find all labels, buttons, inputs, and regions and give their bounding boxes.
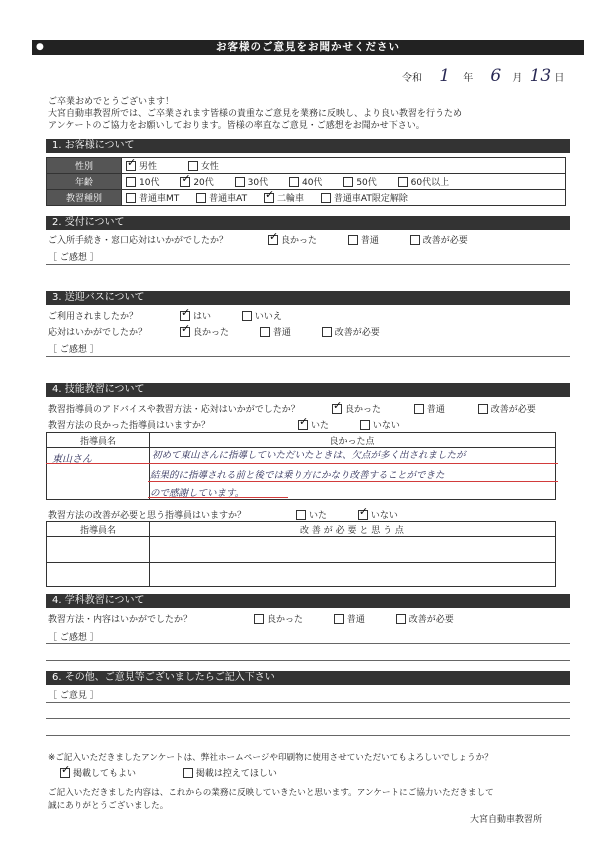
s4-q3-yes-checkbox[interactable] [296,510,306,520]
s2-improve-checkbox[interactable] [410,235,420,245]
option-label: 普通 [346,615,365,625]
s6-line-2 [46,718,570,719]
s4-good-checkbox[interactable] [332,404,342,414]
date-era: 令和 [402,73,422,84]
age-label: 年齢 [47,174,122,190]
s5-normal-checkbox[interactable] [334,614,344,624]
red-underline-1 [46,463,558,464]
publish-question: ※ご記入いただきましたアンケートは、弊社ホームページや印刷物に使用させていただいてもよろしいでしょうか？ [48,753,493,763]
s5-comment-line-2 [46,660,570,661]
intro-line-3: アンケートのご協力をお願いしております。皆様の率直なご意見・ご感想をお聞かせ下さい。 [48,121,425,131]
s2-comment-label: ［ ご感想 ］ [48,253,99,263]
option-label: 二輪車 [276,194,304,204]
date-year: 1 [439,66,451,86]
s3-yes-checkbox[interactable] [180,311,190,321]
option-label: いた [311,421,330,431]
improve-instructor-table [46,521,556,587]
s2-question-row [48,233,228,246]
s4-normal-checkbox[interactable] [414,404,424,414]
col-instructor-name: 指導員名 [79,437,116,447]
gender-male-checkbox[interactable] [126,161,136,171]
s5-comment-line-1 [46,643,570,644]
date-day: 13 [529,66,552,86]
option-label: 改善が必要 [422,236,468,246]
option-label: いない [370,511,398,521]
customer-info-table [46,157,566,206]
s4-yes-checkbox[interactable] [298,420,308,430]
section-4-header: 4. 技能教習について [46,383,570,397]
s5-options [254,612,482,625]
s2-question: ご入所手続き・窓口応対はいかがでしたか？ [48,236,229,246]
age-40-checkbox[interactable] [289,177,299,187]
col-improve-points: 改 善 が 必 要 と 思 う 点 [300,526,404,536]
age-options [122,174,566,190]
s5-good-checkbox[interactable] [254,614,264,624]
option-label: いない [372,421,400,431]
type-mt-checkbox[interactable] [126,193,136,203]
title-bar [32,40,584,55]
s3-q1: ご利用されましたか？ [48,312,139,322]
s2-good-checkbox[interactable] [268,235,278,245]
gender-label: 性別 [47,158,122,174]
intro-line-1: ご卒業おめでとうございます！ [48,97,175,107]
option-label: 普通車MT [139,194,180,204]
col-instructor-name-2: 指導員名 [79,526,116,536]
age-50-checkbox[interactable] [343,177,353,187]
option-label: 30代 [247,178,269,188]
publish-options [60,766,305,779]
good-instructor-table [46,432,556,500]
option-label: 普通車AT [209,194,248,204]
s4-improve-checkbox[interactable] [478,404,488,414]
s6-line-3 [46,735,570,736]
option-label: 男性 [139,162,158,172]
option-label: いいえ [254,312,282,322]
section-2-header: 2. 受付について [46,216,570,230]
s2-normal-checkbox[interactable] [348,235,358,245]
publish-ng-checkbox[interactable] [183,768,193,778]
option-label: 良かった [345,405,382,415]
type-motorcycle-checkbox[interactable] [264,193,274,203]
option-label: 良かった [267,615,304,625]
s4-q2: 教習方法の良かった指導員はいますか？ [48,421,211,431]
s6-line-1 [46,702,570,703]
option-label: いた [309,511,328,521]
s3-improve-checkbox[interactable] [322,327,332,337]
option-label: 普通車AT限定解除 [333,194,408,204]
s3-good-checkbox[interactable] [180,327,190,337]
option-label: 改善が必要 [408,615,454,625]
good-point-line-1: 初めて東山さんに指導していただいたときは、欠点が多く出されましたが [152,450,466,461]
s3-comment-line [46,356,570,357]
good-point-line-3: ので感謝しています。 [150,488,245,499]
section-6-header: 6. その他、ご意見等ございましたらご記入下さい [46,671,570,685]
s3-no-checkbox[interactable] [242,311,252,321]
type-at-limit-checkbox[interactable] [321,193,331,203]
improve-row-line [47,562,555,563]
date-month-unit: 月 [512,73,523,84]
publish-ok-checkbox[interactable] [60,768,70,778]
organization-name: 大宮自動車教習所 [470,815,543,825]
s3-q2: 応対はいかがでしたか？ [48,328,148,338]
s5-improve-checkbox[interactable] [396,614,406,624]
s6-comment-label: ［ ご意見 ］ [48,691,99,701]
red-underline-2 [148,481,558,482]
section-5-header: 4. 学科教習について [46,594,570,608]
s4-q3: 教習方法の改善が必要と思う指導員はいますか？ [48,511,247,521]
thanks-line-1: ご記入いただきました内容は、これからの業務に反映していきたいと思います。アンケートにご協力いただきまして [48,788,494,798]
s3-normal-checkbox[interactable] [260,327,270,337]
option-label: 普通 [426,405,445,415]
s2-options [268,233,496,246]
option-label: 20代 [193,178,214,188]
option-label: 10代 [139,178,160,188]
s4-q1-options [332,402,536,415]
col-good-points: 良かった点 [329,437,375,447]
s3-q2-options [180,325,408,338]
date-year-unit: 年 [463,73,474,84]
page-title: お客様のご意見をお聞かせください [216,41,400,53]
date-day-unit: 日 [554,73,565,84]
bullet-icon: ● [36,42,44,52]
type-at-checkbox[interactable] [196,193,206,203]
s3-comment-label: ［ ご感想 ］ [48,345,99,355]
type-options [122,190,566,206]
option-label: 60代以上 [410,178,450,188]
thanks-line-2: 誠にありがとうございました。 [48,801,169,811]
s4-q2-options [298,418,428,431]
s5-question: 教習方法・内容はいかがでしたか？ [48,615,193,625]
option-label: 40代 [301,178,323,188]
age-30-checkbox[interactable] [235,177,245,187]
section-1-header: 1. お客様について [46,139,570,153]
age-20-checkbox[interactable] [180,177,190,187]
option-label: 改善が必要 [334,328,380,338]
option-label: 良かった [193,328,230,338]
gender-female-checkbox[interactable] [188,161,198,171]
option-label: 50代 [356,178,377,188]
s4-no-checkbox[interactable] [360,420,370,430]
red-underline-3 [148,497,288,498]
type-label: 教習種別 [47,190,122,206]
option-label: 改善が必要 [490,405,536,415]
option-label: 掲載してもよい [73,769,137,779]
age-10-checkbox[interactable] [126,177,136,187]
age-60-checkbox[interactable] [398,177,408,187]
option-label: 良かった [281,236,318,246]
intro-text [48,96,462,132]
good-point-line-2: 結果的に指導される前と後では乗り方にかなり改善することができた [150,470,445,481]
option-label: はい [193,312,212,322]
s4-q3-no-checkbox[interactable] [358,510,368,520]
s3-q1-options [180,309,310,322]
date-month: 6 [490,66,502,86]
s4-q1: 教習指導員のアドバイスや教習方法・応対はいかがでしたか？ [48,405,300,415]
date-line [402,66,572,86]
instructor-name-handwritten: 東山さん [52,454,92,465]
option-label: 女性 [200,162,219,172]
s5-comment-label: ［ ご感想 ］ [48,633,99,643]
s4-q3-options [296,508,426,521]
intro-line-2: 大宮自動車教習所では、ご卒業されます皆様の貴重なご意見を業務に反映し、より良い教習を行うため [48,109,463,119]
s2-comment-line [46,264,570,265]
option-label: 掲載は控えてほしい [195,769,277,779]
option-label: 普通 [360,236,379,246]
section-3-header: 3. 送迎バスについて [46,291,570,305]
option-label: 普通 [272,328,291,338]
